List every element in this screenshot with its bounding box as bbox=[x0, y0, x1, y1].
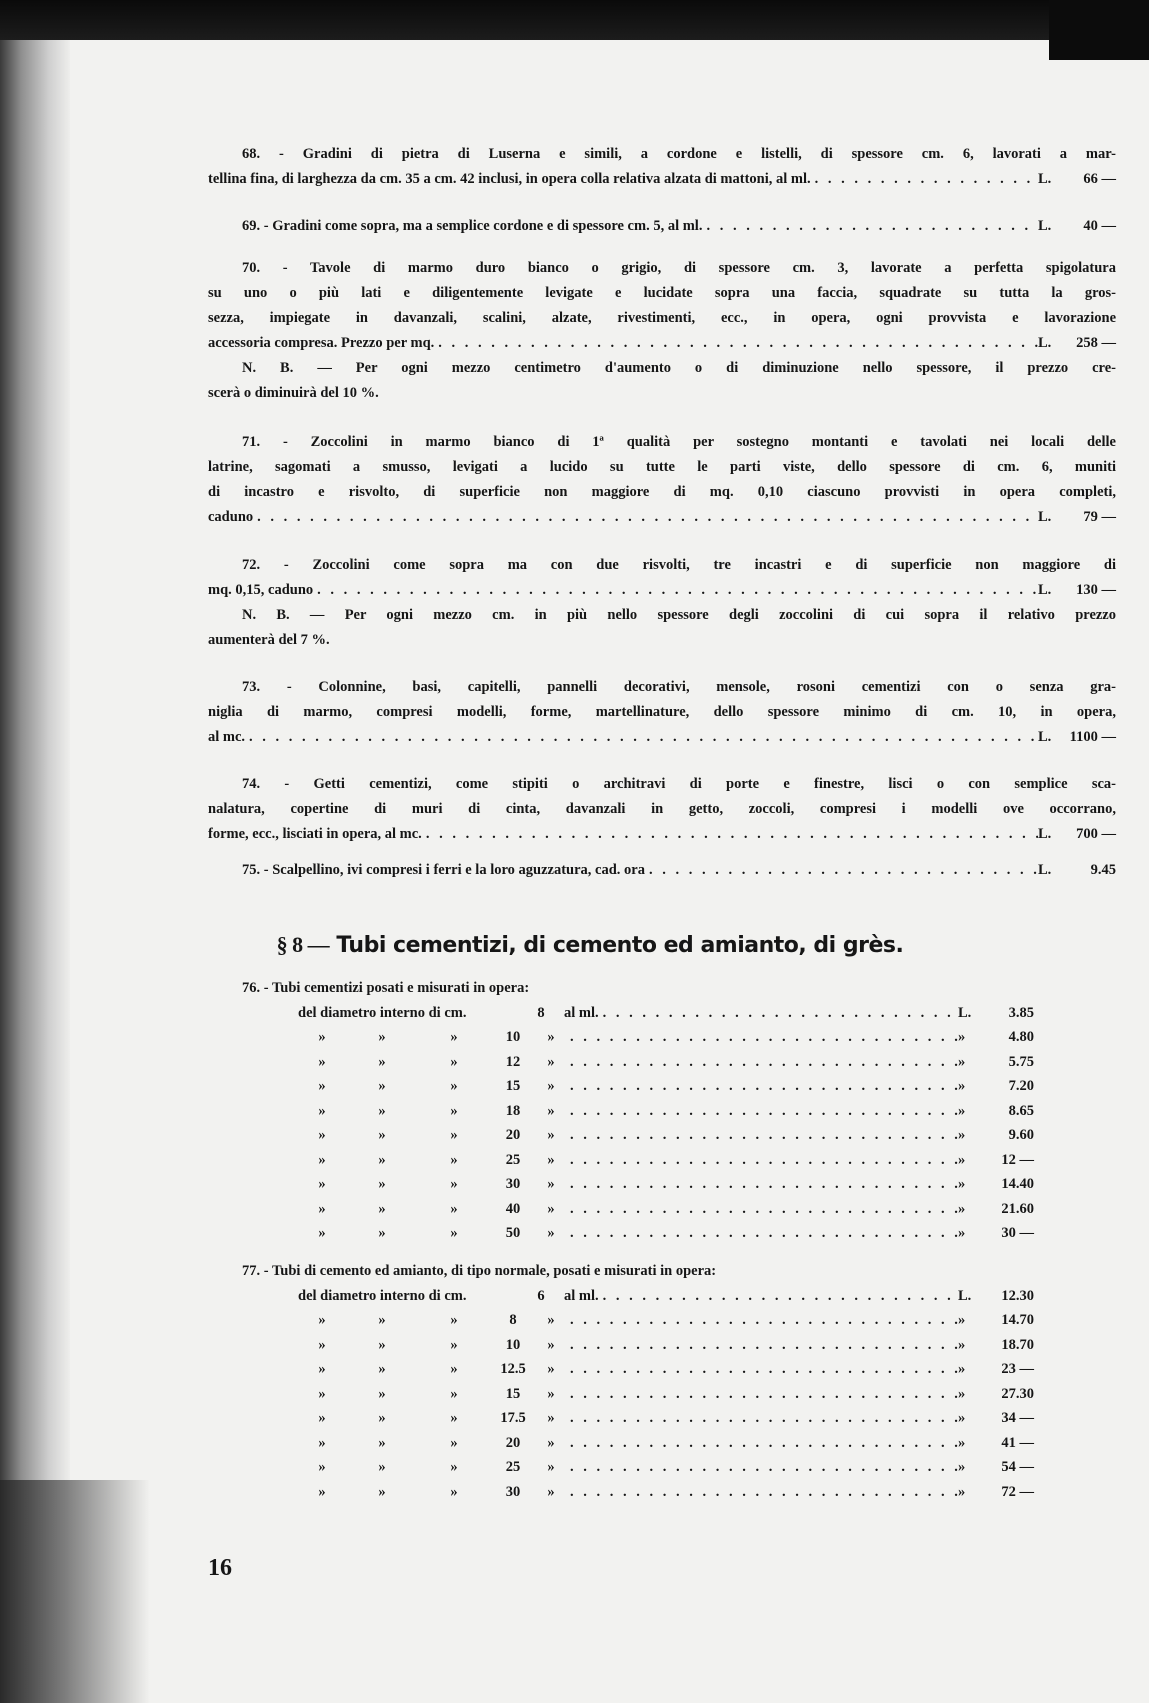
ditto-mark: » bbox=[450, 1053, 458, 1070]
ditto-mark: » bbox=[958, 1312, 966, 1328]
item-70-last-line: accessoria compresa. Prezzo per mq. bbox=[208, 335, 435, 351]
item-74 bbox=[208, 772, 1116, 847]
item-74-price: 700 — bbox=[1076, 826, 1116, 842]
diameter-value: 30 bbox=[505, 1176, 521, 1192]
ditto-mark: » bbox=[450, 1361, 458, 1377]
item-76-title: 76. - Tubi cementizi posati e misurati in opera: bbox=[242, 980, 530, 996]
ditto-mark: » bbox=[547, 1102, 555, 1119]
item-77-rows bbox=[208, 1288, 1034, 1509]
ditto-mark: » bbox=[318, 1200, 326, 1217]
ditto-mark: » bbox=[958, 1176, 966, 1192]
dot-leader bbox=[702, 214, 1038, 239]
ditto-mark: » bbox=[318, 1053, 326, 1070]
diameter-value: 6 bbox=[537, 1287, 545, 1304]
ditto-mark: » bbox=[378, 1127, 386, 1143]
currency-label: L. bbox=[1038, 862, 1052, 878]
price-value: 14.70 bbox=[1001, 1312, 1034, 1328]
item-70-nb-line-2: scerà o diminuirà del 10 %. bbox=[208, 385, 379, 401]
item-77-title: 77. - Tubi di cemento ed amianto, di tipo normale, posati e misurati in opera: bbox=[242, 1263, 717, 1279]
ditto-mark: » bbox=[547, 1151, 555, 1168]
price-value: 4.80 bbox=[1008, 1029, 1034, 1045]
ditto-mark: » bbox=[450, 1434, 458, 1451]
ditto-mark: » bbox=[318, 1483, 326, 1500]
table-row bbox=[298, 1103, 1034, 1128]
currency-label: L. bbox=[1038, 218, 1052, 234]
dot-leader bbox=[566, 1386, 958, 1403]
ditto-mark: » bbox=[378, 1078, 386, 1094]
diameter-value: 25 bbox=[505, 1459, 521, 1475]
dot-leader bbox=[566, 1201, 958, 1218]
table-row bbox=[298, 1054, 1034, 1079]
diameter-value: 12.5 bbox=[500, 1361, 526, 1377]
ditto-mark: » bbox=[547, 1053, 555, 1070]
dot-leader bbox=[566, 1361, 958, 1378]
item-71 bbox=[208, 430, 1116, 530]
price-value: 8.65 bbox=[1008, 1102, 1034, 1119]
ditto-mark: » bbox=[547, 1459, 555, 1475]
table-row bbox=[298, 1288, 1034, 1313]
ditto-mark: » bbox=[318, 1410, 326, 1426]
dot-leader bbox=[566, 1484, 958, 1501]
ditto-mark: » bbox=[547, 1078, 555, 1094]
ditto-mark: » bbox=[450, 1176, 458, 1192]
item-71-line-3: di incastro e risvolto, di superficie non maggiore di mq. 0,10 ciascuno provvisti in opera completi, bbox=[208, 484, 1116, 500]
ditto-mark: » bbox=[318, 1127, 326, 1143]
table-row bbox=[298, 1152, 1034, 1177]
price-value: 72 — bbox=[1001, 1483, 1034, 1500]
diameter-label: del diametro interno di cm. bbox=[298, 1287, 467, 1304]
ditto-mark: » bbox=[958, 1410, 966, 1426]
currency-label: L. bbox=[958, 1287, 972, 1304]
ditto-mark: » bbox=[450, 1410, 458, 1426]
ditto-mark: » bbox=[958, 1151, 966, 1168]
price-value: 30 — bbox=[1001, 1225, 1034, 1241]
price-value: 41 — bbox=[1001, 1434, 1034, 1451]
dot-leader bbox=[313, 578, 1038, 603]
ditto-mark: » bbox=[318, 1102, 326, 1119]
diameter-value: 15 bbox=[505, 1385, 521, 1402]
ditto-mark: » bbox=[547, 1200, 555, 1217]
ditto-mark: » bbox=[378, 1200, 386, 1217]
dot-leader bbox=[253, 505, 1038, 530]
ditto-mark: » bbox=[378, 1336, 386, 1353]
ditto-mark: » bbox=[378, 1385, 386, 1402]
ditto-mark: » bbox=[958, 1127, 966, 1143]
ditto-mark: » bbox=[450, 1483, 458, 1500]
price-value: 7.20 bbox=[1008, 1078, 1034, 1094]
currency-label: L. bbox=[1038, 171, 1052, 187]
price-value: 27.30 bbox=[1001, 1385, 1034, 1402]
price-value: 3.85 bbox=[1008, 1004, 1034, 1021]
ditto-mark: » bbox=[547, 1410, 555, 1426]
table-row bbox=[298, 1127, 1034, 1152]
diameter-value: 10 bbox=[505, 1029, 521, 1045]
item-71-line-1: 71. - Zoccolini in marmo bianco di 1ª qualità per sostegno montanti e tavolati nei locali delle bbox=[242, 434, 1116, 450]
ditto-mark: » bbox=[450, 1336, 458, 1353]
table-row bbox=[298, 1459, 1034, 1484]
scan-left-border bbox=[0, 40, 70, 1703]
ditto-mark: » bbox=[450, 1200, 458, 1217]
price-value: 23 — bbox=[1001, 1361, 1034, 1377]
ditto-mark: » bbox=[450, 1225, 458, 1241]
ditto-mark: » bbox=[547, 1483, 555, 1500]
ditto-mark: » bbox=[547, 1434, 555, 1451]
dot-leader bbox=[422, 822, 1038, 847]
ditto-mark: » bbox=[378, 1410, 386, 1426]
item-73-line-2: niglia di marmo, compresi modelli, forme, martellinature, dello spessore minimo di cm. 10, in opera, bbox=[208, 704, 1116, 720]
ditto-mark: » bbox=[378, 1029, 386, 1045]
table-row bbox=[298, 1201, 1034, 1226]
diameter-value: 8 bbox=[509, 1312, 517, 1328]
scan-bottom-left-shadow bbox=[0, 1480, 150, 1703]
table-row bbox=[298, 1435, 1034, 1460]
item-75-text: 75. - Scalpellino, ivi compresi i ferri e la loro aguzzatura, cad. ora bbox=[242, 862, 645, 878]
dot-leader bbox=[566, 1029, 958, 1046]
diameter-value: 40 bbox=[505, 1200, 521, 1217]
item-76-rows bbox=[208, 1005, 1034, 1250]
table-row bbox=[298, 1176, 1034, 1201]
ditto-mark: » bbox=[450, 1102, 458, 1119]
dot-leader bbox=[566, 1152, 958, 1169]
dot-leader bbox=[434, 331, 1038, 356]
table-row bbox=[298, 1484, 1034, 1509]
ditto-mark: » bbox=[318, 1459, 326, 1475]
price-value: 21.60 bbox=[1001, 1200, 1034, 1217]
ditto-mark: » bbox=[378, 1176, 386, 1192]
price-value: 34 — bbox=[1001, 1410, 1034, 1426]
dot-leader bbox=[566, 1127, 958, 1144]
ditto-mark: » bbox=[318, 1176, 326, 1192]
item-70-nb-line-1: N. B. — Per ogni mezzo centimetro d'aumento o di diminuzione nello spessore, il prezzo cre- bbox=[242, 360, 1116, 376]
diameter-value: 15 bbox=[505, 1078, 521, 1094]
currency-label: L. bbox=[1038, 582, 1052, 598]
ditto-mark: » bbox=[958, 1225, 966, 1241]
ditto-mark: » bbox=[318, 1151, 326, 1168]
dot-leader bbox=[566, 1054, 958, 1071]
table-row bbox=[298, 1029, 1034, 1054]
item-73-price: 1100 — bbox=[1069, 729, 1116, 745]
table-row bbox=[298, 1225, 1034, 1250]
diameter-value: 10 bbox=[505, 1336, 521, 1353]
ditto-mark: » bbox=[318, 1434, 326, 1451]
ditto-mark: » bbox=[378, 1434, 386, 1451]
item-69-price: 40 — bbox=[1083, 218, 1116, 234]
ditto-mark: » bbox=[318, 1225, 326, 1241]
diameter-value: 20 bbox=[505, 1127, 521, 1143]
section-title: Tubi cementizi, di cemento ed amianto, di grès. bbox=[336, 933, 904, 958]
ditto-mark: » bbox=[547, 1385, 555, 1402]
diameter-value: 17.5 bbox=[500, 1410, 526, 1426]
ditto-mark: » bbox=[378, 1361, 386, 1377]
table-row bbox=[298, 1361, 1034, 1386]
ditto-mark: » bbox=[378, 1225, 386, 1241]
table-row bbox=[298, 1410, 1034, 1435]
ditto-mark: » bbox=[378, 1483, 386, 1500]
item-73 bbox=[208, 675, 1116, 750]
dot-leader bbox=[566, 1176, 958, 1193]
item-75-price: 9.45 bbox=[1090, 862, 1116, 878]
table-row bbox=[298, 1337, 1034, 1362]
item-68 bbox=[208, 142, 1116, 192]
item-70 bbox=[208, 256, 1116, 406]
item-69-text: 69. - Gradini come sopra, ma a semplice cordone e di spessore cm. 5, al ml. bbox=[242, 218, 703, 234]
item-76-table bbox=[208, 980, 1034, 1250]
ditto-mark: » bbox=[547, 1127, 555, 1143]
item-74-line-2: nalatura, copertine di muri di cinta, davanzali in getto, zoccoli, compresi i modelli ove occorrano, bbox=[208, 801, 1116, 817]
dot-leader bbox=[566, 1312, 958, 1329]
ditto-mark: » bbox=[378, 1151, 386, 1168]
price-value: 12.30 bbox=[1001, 1287, 1034, 1304]
unit-label: al ml. bbox=[564, 1004, 599, 1021]
ditto-mark: » bbox=[958, 1361, 966, 1377]
dot-leader bbox=[566, 1225, 958, 1242]
section-number: § 8 — bbox=[276, 932, 330, 957]
ditto-mark: » bbox=[958, 1483, 966, 1500]
ditto-mark: » bbox=[318, 1361, 326, 1377]
ditto-mark: » bbox=[958, 1434, 966, 1451]
currency-label: L. bbox=[1038, 826, 1052, 842]
ditto-mark: » bbox=[450, 1127, 458, 1143]
item-69 bbox=[208, 214, 1116, 239]
dot-leader bbox=[811, 167, 1038, 192]
price-value: 14.40 bbox=[1001, 1176, 1034, 1192]
dot-leader bbox=[245, 725, 1038, 750]
section-heading bbox=[200, 932, 980, 958]
dot-leader bbox=[599, 1288, 958, 1305]
ditto-mark: » bbox=[958, 1459, 966, 1475]
ditto-mark: » bbox=[318, 1078, 326, 1094]
ditto-mark: » bbox=[378, 1102, 386, 1119]
ditto-mark: » bbox=[318, 1385, 326, 1402]
item-74-line-1: 74. - Getti cementizi, come stipiti o architravi di porte e finestre, lisci o con semplice sca- bbox=[242, 776, 1116, 792]
ditto-mark: » bbox=[378, 1312, 386, 1328]
ditto-mark: » bbox=[378, 1053, 386, 1070]
diameter-label: del diametro interno di cm. bbox=[298, 1004, 467, 1021]
scan-top-right-shadow bbox=[1049, 0, 1149, 60]
item-72-nb-line-2: aumenterà del 7 %. bbox=[208, 632, 330, 648]
ditto-mark: » bbox=[958, 1200, 966, 1217]
dot-leader bbox=[599, 1005, 958, 1022]
dot-leader bbox=[566, 1103, 958, 1120]
currency-label: L. bbox=[1038, 729, 1052, 745]
ditto-mark: » bbox=[958, 1078, 966, 1094]
ditto-mark: » bbox=[450, 1385, 458, 1402]
ditto-mark: » bbox=[547, 1176, 555, 1192]
item-68-price: 66 — bbox=[1083, 171, 1116, 187]
item-72-price: 130 — bbox=[1076, 582, 1116, 598]
ditto-mark: » bbox=[378, 1459, 386, 1475]
ditto-mark: » bbox=[450, 1151, 458, 1168]
ditto-mark: » bbox=[547, 1312, 555, 1328]
ditto-mark: » bbox=[318, 1029, 326, 1045]
item-72 bbox=[208, 553, 1116, 653]
price-value: 54 — bbox=[1001, 1459, 1034, 1475]
ditto-mark: » bbox=[450, 1029, 458, 1045]
ditto-mark: » bbox=[450, 1078, 458, 1094]
diameter-value: 12 bbox=[505, 1053, 521, 1070]
ditto-mark: » bbox=[958, 1336, 966, 1353]
table-row bbox=[298, 1386, 1034, 1411]
ditto-mark: » bbox=[318, 1312, 326, 1328]
currency-label: L. bbox=[1038, 335, 1052, 351]
diameter-value: 50 bbox=[505, 1225, 521, 1241]
item-77-table bbox=[208, 1263, 1034, 1508]
ditto-mark: » bbox=[547, 1225, 555, 1241]
scan-top-border bbox=[0, 0, 1149, 40]
item-68-line-1: 68. - Gradini di pietra di Luserna e simili, a cordone e listelli, di spessore cm. 6, lavorati a mar- bbox=[242, 146, 1116, 162]
ditto-mark: » bbox=[547, 1361, 555, 1377]
item-70-line-2: su uno o più lati e diligentemente levigate e lucidate sopra una faccia, squadrate su tutta la gros- bbox=[208, 285, 1116, 301]
dot-leader bbox=[566, 1078, 958, 1095]
diameter-value: 30 bbox=[505, 1483, 521, 1500]
dot-leader bbox=[645, 858, 1038, 883]
ditto-mark: » bbox=[958, 1053, 966, 1070]
item-71-last-line: caduno bbox=[208, 509, 254, 525]
item-70-line-3: sezza, impiegate in davanzali, scalini, alzate, rivestimenti, ecc., in opera, ogni provvista e lavorazione bbox=[208, 310, 1116, 326]
currency-label: L. bbox=[958, 1004, 972, 1021]
item-73-last-line: al mc. bbox=[208, 729, 246, 745]
item-71-price: 79 — bbox=[1083, 509, 1116, 525]
ditto-mark: » bbox=[318, 1336, 326, 1353]
ditto-mark: » bbox=[958, 1102, 966, 1119]
price-value: 5.75 bbox=[1008, 1053, 1034, 1070]
ditto-mark: » bbox=[958, 1029, 966, 1045]
price-value: 18.70 bbox=[1001, 1336, 1034, 1353]
price-value: 12 — bbox=[1001, 1151, 1034, 1168]
table-row bbox=[298, 1078, 1034, 1103]
item-73-line-1: 73. - Colonnine, basi, capitelli, pannelli decorativi, mensole, rosoni cementizi con o senza gra- bbox=[242, 679, 1116, 695]
item-75 bbox=[208, 858, 1116, 883]
item-72-nb-line-1: N. B. — Per ogni mezzo cm. in più nello spessore degli zoccolini di cui sopra il relativo prezzo bbox=[242, 607, 1116, 623]
ditto-mark: » bbox=[547, 1029, 555, 1045]
item-74-last-line: forme, ecc., lisciati in opera, al mc. bbox=[208, 826, 422, 842]
table-row bbox=[298, 1312, 1034, 1337]
dot-leader bbox=[566, 1459, 958, 1476]
item-68-last-line: tellina fina, di larghezza da cm. 35 a cm. 42 inclusi, in opera colla relativa alzata di mattoni, al ml. bbox=[208, 171, 811, 187]
item-71-line-2: latrine, sagomati a smusso, levigati a lucido su tutte le parti viste, dello spessore di cm. 6, muniti bbox=[208, 459, 1116, 475]
price-value: 9.60 bbox=[1008, 1127, 1034, 1143]
item-72-line-1: 72. - Zoccolini come sopra ma con due risvolti, tre incastri e di superficie non maggiore di bbox=[242, 557, 1116, 573]
diameter-value: 20 bbox=[505, 1434, 521, 1451]
dot-leader bbox=[566, 1337, 958, 1354]
diameter-value: 8 bbox=[537, 1004, 545, 1021]
dot-leader bbox=[566, 1435, 958, 1452]
currency-label: L. bbox=[1038, 509, 1052, 525]
ditto-mark: » bbox=[450, 1459, 458, 1475]
item-70-line-1: 70. - Tavole di marmo duro bianco o grigio, di spessore cm. 3, lavorate a perfetta spigolatura bbox=[242, 260, 1116, 276]
page-number: 16 bbox=[208, 1555, 232, 1581]
diameter-value: 25 bbox=[505, 1151, 521, 1168]
ditto-mark: » bbox=[450, 1312, 458, 1328]
diameter-value: 18 bbox=[505, 1102, 521, 1119]
table-row bbox=[298, 1005, 1034, 1030]
ditto-mark: » bbox=[547, 1336, 555, 1353]
unit-label: al ml. bbox=[564, 1287, 599, 1304]
item-70-price: 258 — bbox=[1076, 335, 1116, 351]
item-72-last-line: mq. 0,15, caduno bbox=[208, 582, 314, 598]
ditto-mark: » bbox=[958, 1385, 966, 1402]
dot-leader bbox=[566, 1410, 958, 1427]
